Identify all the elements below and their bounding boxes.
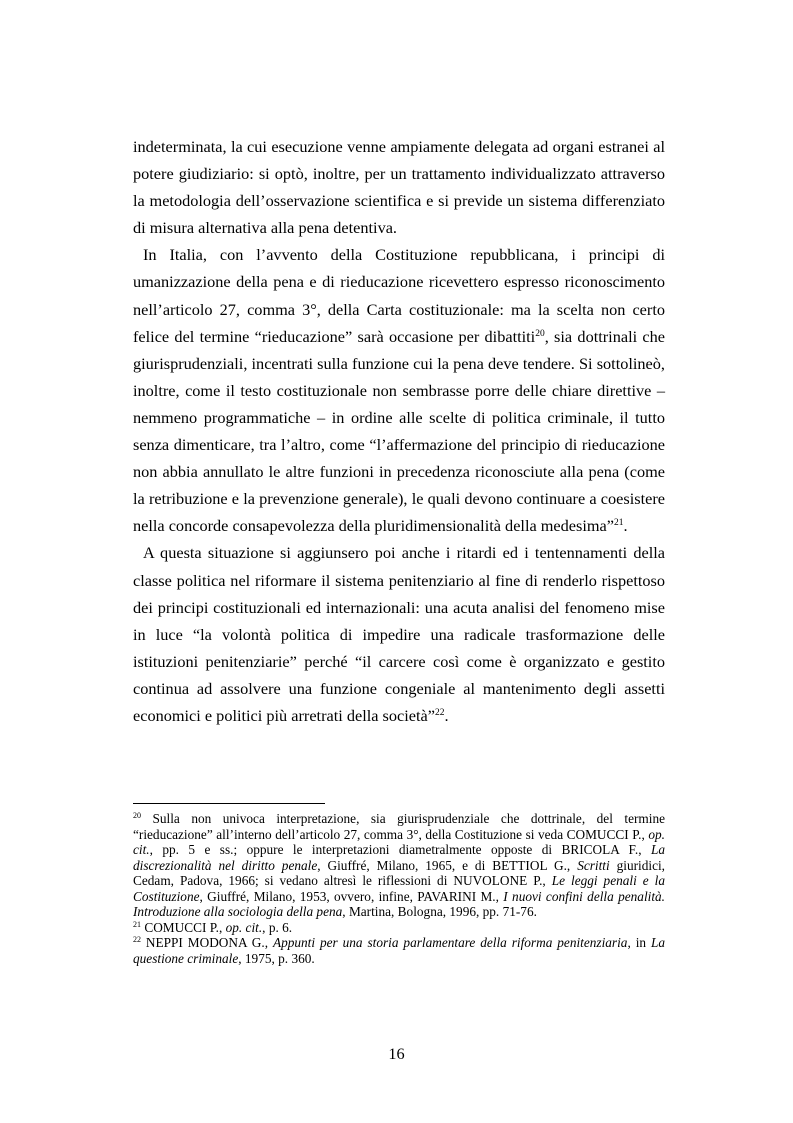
footnote-italic: Le leggi penali e la Costituzione xyxy=(133,873,665,904)
footnote-number: 22 xyxy=(133,935,141,944)
footnote-italic: La questione criminale xyxy=(133,935,665,966)
footnote-text: , p. 6. xyxy=(262,919,293,935)
paragraph-1 xyxy=(133,133,665,241)
footnote-italic: I nuovi confini della penalità. Introduzione alla sociologia della pena xyxy=(133,888,665,919)
paragraph-3-text-c: . xyxy=(444,705,449,725)
paragraph-2 xyxy=(133,241,665,539)
footnote-text: , pp. 5 e ss.; oppure le interpretazioni diametralmente opposte di BRICOLA F., xyxy=(149,842,651,857)
footnote-text: , Martina, Bologna, 1996, pp. 71-76. xyxy=(342,904,537,919)
footnote-italic: Scritti xyxy=(577,857,610,873)
footnote-ref-21[interactable]: 21 xyxy=(614,518,624,529)
footnote-italic: La discrezionalità nel diritto penale xyxy=(133,842,665,873)
footnote-ref-20[interactable]: 20 xyxy=(535,328,545,339)
body-text xyxy=(133,133,665,729)
footnote-separator xyxy=(133,803,325,804)
footnote-text: giuridici, Cedam, Padova, 1966; si vedano altresì le riflessioni di NUVOLONE P., xyxy=(133,857,665,888)
footnote-number: 21 xyxy=(133,919,141,929)
footnote-text: , 1975, p. 360. xyxy=(238,950,315,966)
footnote-italic: Appunti per una storia parlamentare della riforma penitenziaria xyxy=(272,935,628,950)
footnote-21 xyxy=(133,920,665,936)
paragraph-2-text-b: , sia dottrinali che giurisprudenziali, incentrati sulla funzione cui la pena deve tendere. Si sottolineò, inoltre, come il testo costituzionale non sembrasse porre delle chiare direttive – nemmeno programmatiche – in ordine alle scelte di politica criminale, il tutto senza dimenticare, tra l’altro, come “l’affermazione del principio di rieducazione non abbia annullato le altre funzioni in precedenza riconosciute alla pena (come la retribuzione e la prevenzione generale), le quali devono continuare a coesistere nella concorde consapevolezza della pluridimensionalità della medesima” xyxy=(133,326,665,536)
page-number: 16 xyxy=(388,1044,405,1063)
footnote-number: 20 xyxy=(133,811,141,820)
paragraph-2-text-a: In Italia, con l’avvento della Costituzione repubblicana, i principi di umanizzazione della pena e di rieducazione ricevettero espresso riconoscimento nell’articolo 27, comma 3°, della Carta costituzionale: ma la scelta non certo felice del termine “rieducazione” sarà occasione per dibattiti xyxy=(133,245,665,346)
footnotes xyxy=(133,811,665,966)
footnote-text: COMUCCI P., xyxy=(141,919,226,935)
footnote-italic: op. cit. xyxy=(133,826,665,857)
footnote-22 xyxy=(133,935,665,966)
paragraph-3-text-a: A questa situazione si aggiunsero poi anche i ritardi ed i tentennamenti della classe politica nel riformare il sistema penitenziario al fine di renderlo rispettoso dei principi costituzionali ed internazionali: una acuta analisi del fenomeno mise in luce “la volontà politica di impedire una radicale trasformazione delle istituzioni penitenziarie” perché “il carcere così come è organizzato e gestito continua ad assolvere una funzione congeniale al mantenimento degli assetti economici e politici più arretrati della società” xyxy=(133,543,665,725)
paragraph-3 xyxy=(133,539,665,729)
footnote-text: , Giuffré, Milano, 1965, e di BETTIOL G., xyxy=(317,857,578,873)
paragraph-2-text-c: . xyxy=(623,516,628,536)
footnote-ref-22[interactable]: 22 xyxy=(434,707,445,718)
paragraph-1-text: indeterminata, la cui esecuzione venne ampiamente delegata ad organi estranei al potere giudiziario: si optò, inoltre, per un trattamento individualizzato attraverso la metodologia dell’osservazione scientifica e si previde un sistema differenziato di misura alternativa alla pena detentiva. xyxy=(133,137,665,238)
footnote-italic: op. cit. xyxy=(225,919,263,935)
footnote-text: , in xyxy=(627,935,651,950)
footnote-text: , Giuffré, Milano, 1953, ovvero, infine, PAVARINI M., xyxy=(199,888,504,904)
footnote-20 xyxy=(133,811,665,920)
footnote-text: NEPPI MODONA G., xyxy=(141,935,273,950)
footnote-text: Sulla non univoca interpretazione, sia giurisprudenziale che dottrinale, del termine “rieducazione” all’interno dell’articolo 27, comma 3°, della Costituzione si veda COMUCCI P., xyxy=(133,811,665,842)
